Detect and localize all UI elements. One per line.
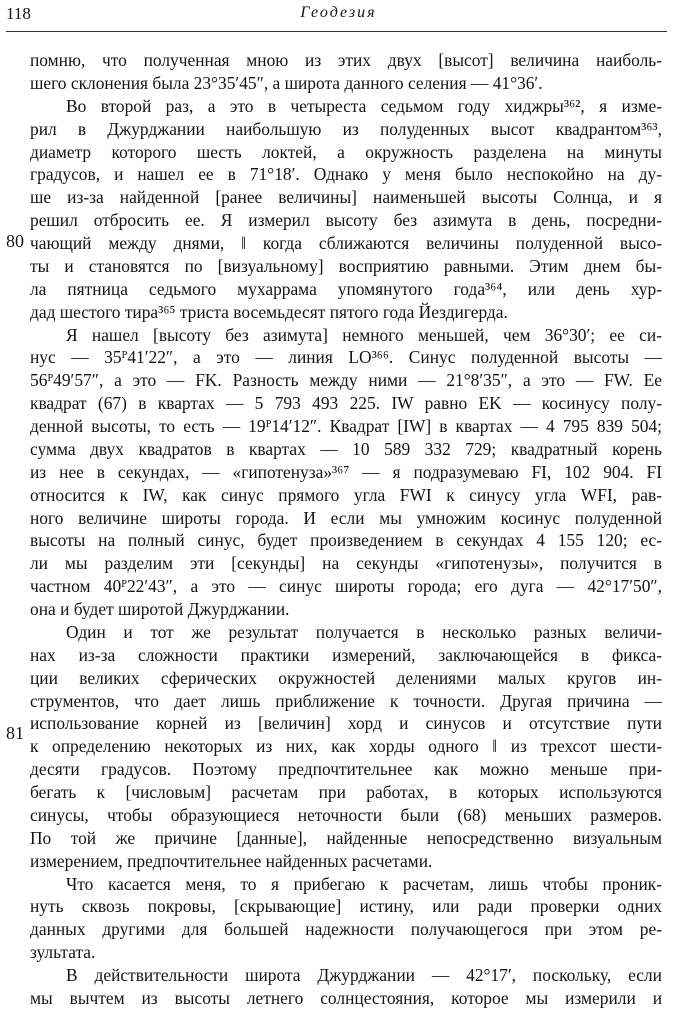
text-line: ли мы разделим эти [секунды] на секунды «гипотенузы», получится в — [30, 553, 662, 573]
text-line: нах из-за сложности практики измерений, заключающейся в фикса- — [30, 645, 662, 665]
text-line: Во второй раз, а это в четыреста седьмом году хиджры³⁶², я изме- — [66, 96, 662, 116]
header-rule — [6, 31, 667, 32]
text-line: десяти градусов. Поэтому предпочтительнее как можно меньше при- — [30, 759, 662, 779]
text-line: использование корней из [величин] хорд и синусов и отсутствие пути — [30, 713, 662, 733]
text-line: ше из-за найденной [ранее величины] наименьшей высоты Солнца, и я — [30, 187, 662, 207]
text-line: к определению некоторых из них, как хорды одного ‖ из трехсот шести- — [30, 736, 662, 756]
text-line: мы вычтем из высоты летнего солнцестояния, которое мы измерили и — [30, 988, 662, 1008]
text-line: чающий между днями, ‖ когда сближаются величины полуденной высо- — [30, 233, 662, 253]
text-line: Я нашел [высоту без азимута] немного меньшей, чем 36°30′; ее си- — [66, 325, 662, 345]
running-title: Геодезия — [300, 4, 377, 21]
text-line: ного величине широты города. И если мы умножим косинус полуденной — [30, 508, 662, 528]
text-line: помню, что полученная мною из этих двух [высот] величина наиболь- — [30, 50, 662, 70]
text-line: она и будет широтой Джурджании. — [30, 599, 290, 619]
text-line: 56ᴾ49′57″, а это — FK. Разность между ними — 21°8′35″, а это — FW. Ее — [30, 370, 662, 390]
text-line: квадрат (67) в квартах — 5 793 493 225. IW равно EK — косинусу полу- — [30, 393, 662, 413]
text-line: нус — 35ᴾ41′22″, а это — линия LO³⁶⁶. Синус полуденной высоты — — [30, 347, 662, 367]
margin-number: 81 — [6, 723, 24, 743]
text-line: ты и становятся по [визуальному] восприятию равными. Этим днем бы- — [30, 256, 662, 276]
text-line: В действительности широта Джурджании — 42°17′, поскольку, если — [66, 965, 662, 985]
text-line: высоты на полный синус, будет произведением в секундах 4 155 120; ес- — [30, 530, 662, 550]
text-line: дад шестого тира³⁶⁵ триста восемьдесят пятого года Йездигерда. — [30, 302, 508, 322]
text-line: из нее в секундах, — «гипотенуза»³⁶⁷ — я подразумеваю FI, 102 904. FI — [30, 462, 662, 482]
text-line: бегать к [числовым] расчетам при работах, в которых используются — [30, 782, 662, 802]
text-line: диаметр которого шесть локтей, а окружность разделена на минуты — [30, 142, 662, 162]
page-number: 118 — [6, 4, 31, 23]
text-line: По той же причине [данные], найденные непосредственно визуальным — [30, 828, 662, 848]
text-line: денной высоты, то есть — 19ᴾ14′12″. Квадрат [IW] в квартах — 4 795 839 504; — [30, 416, 662, 436]
text-line: струментов, что дает лишь приближение к точности. Другая причина — — [30, 691, 662, 711]
text-line: градусов, и нашел ее в 71°18′. Однако у меня было неспокойно на ду- — [30, 164, 662, 184]
text-line: частном 40ᴾ22′43″, а это — синус широты города; его дуга — 42°17′50″, — [30, 576, 662, 596]
text-line: Один и тот же результат получается в несколько разных величи- — [66, 622, 662, 642]
text-line: данных другими для большей надежности получающегося при этом ре- — [30, 919, 662, 939]
margin-number: 80 — [6, 231, 24, 251]
text-line: Что касается меня, то я прибегаю к расчетам, лишь чтобы проник- — [66, 874, 662, 894]
text-line: измерением, предпочтительнее найденных расчетами. — [30, 851, 433, 871]
text-line: относится к IW, как синус прямого угла FWI к синусу угла WFI, рав- — [30, 485, 662, 505]
text-line: синусы, чтобы образующиеся неточности были (68) меньших размеров. — [30, 805, 662, 825]
text-line: решил отбросить ее. Я измерил высоту без азимута в день, посредни- — [30, 210, 662, 230]
text-line: рил в Джурджании наибольшую из полуденных высот квадрантом³⁶³, — [30, 119, 662, 139]
text-line: сумма двух квадратов в квартах — 10 589 332 729; квадратный корень — [30, 439, 662, 459]
text-line: зультата. — [30, 942, 96, 962]
text-line: ла пятница седьмого мухаррама упомянутого года³⁶⁴, или день хур- — [30, 279, 662, 299]
text-line: нуть сквозь покровы, [скрывающие] истину, или ради проверки одних — [30, 896, 662, 916]
text-line: ции великих сферических окружностей делениями малых кругов ин- — [30, 668, 662, 688]
text-line: шего склонения была 23°35′45″, а широта данного селения — 41°36′. — [30, 73, 543, 93]
